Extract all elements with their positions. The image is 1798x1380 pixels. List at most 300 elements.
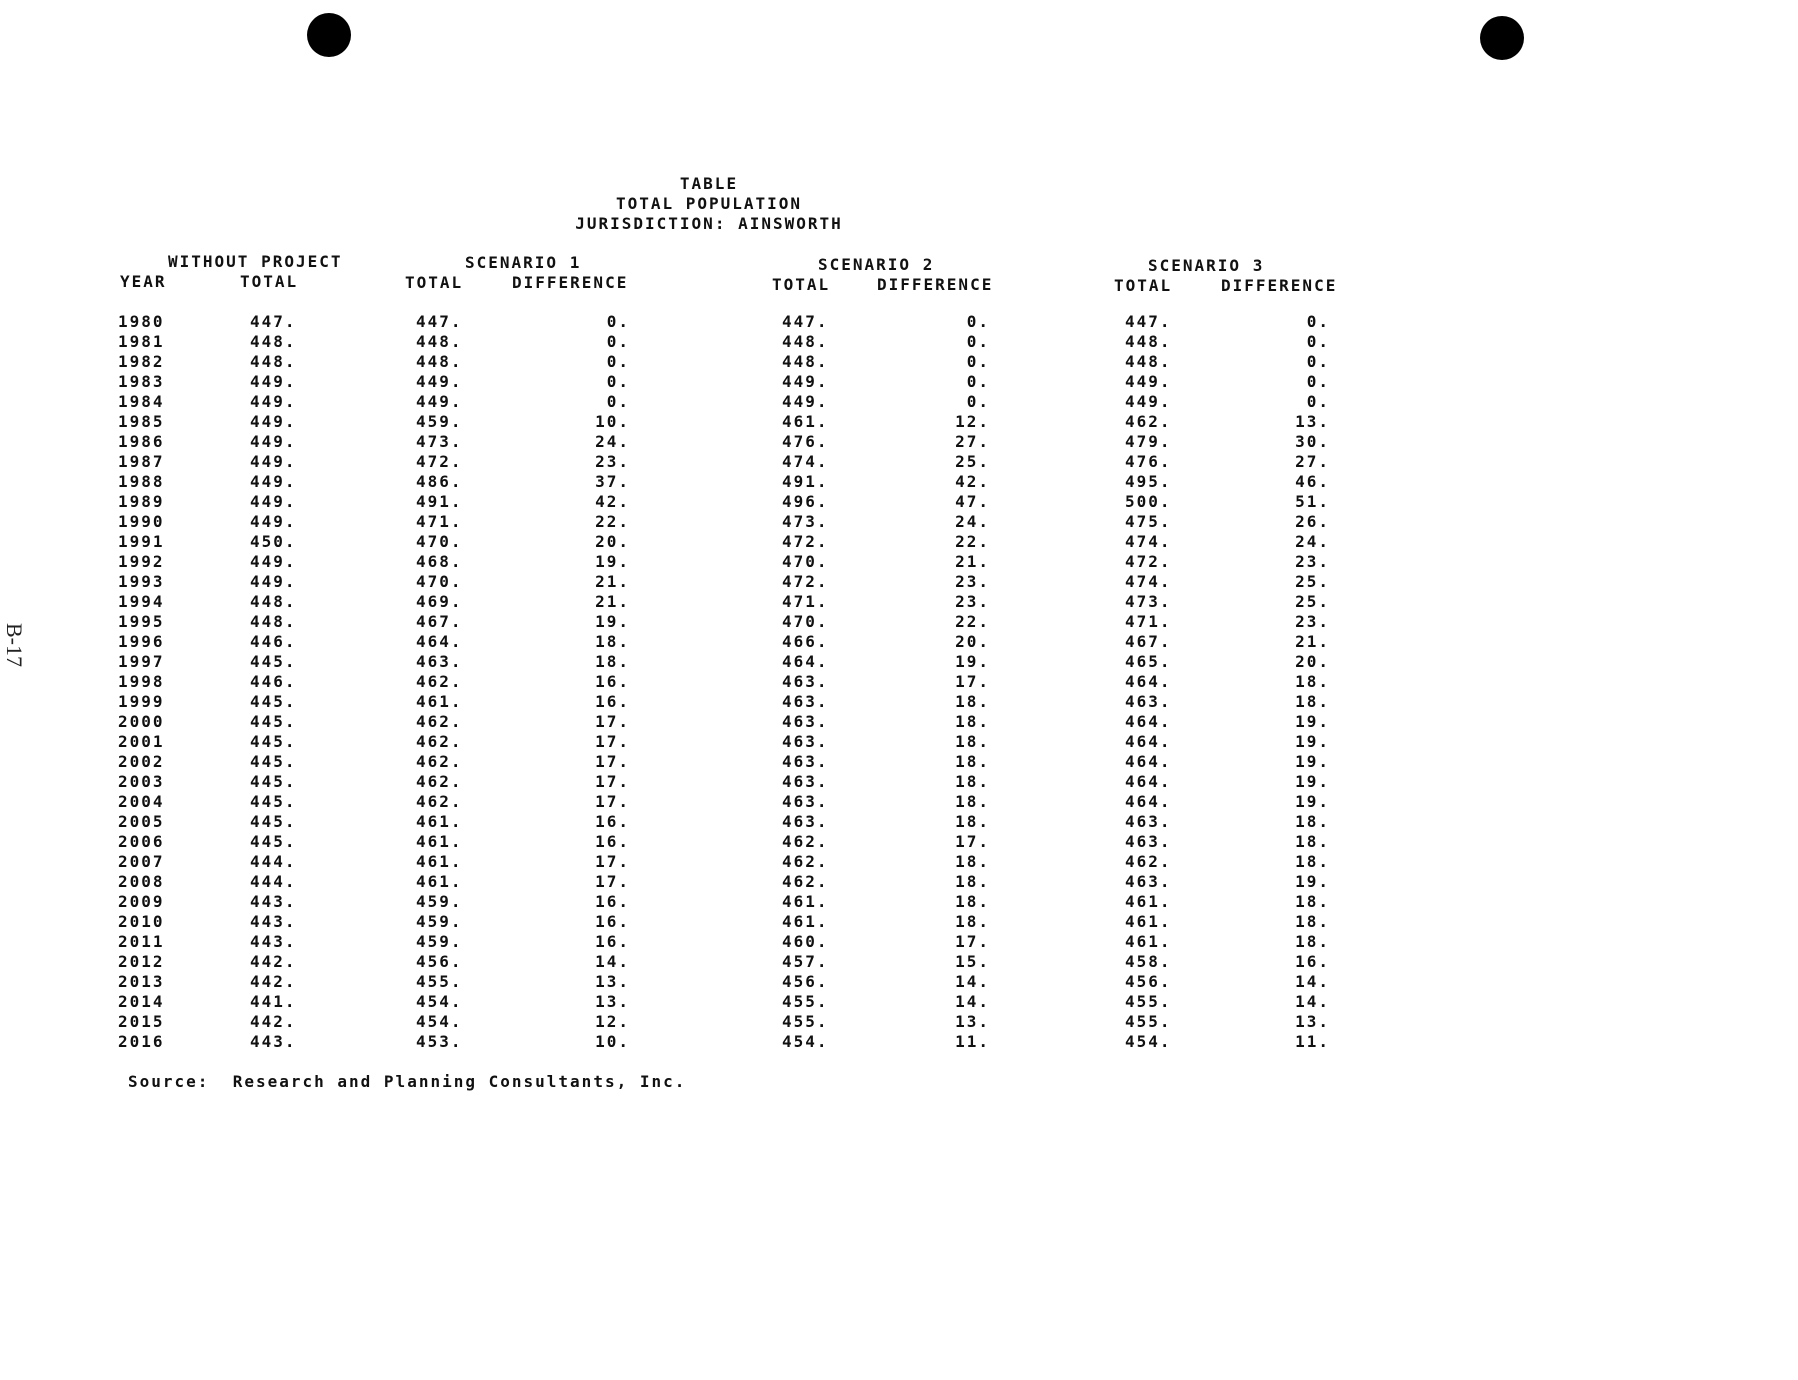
table-row (0, 312, 1400, 332)
cell-total-s1: 470. (416, 532, 463, 551)
cell-difference-s1: 21. (595, 592, 630, 611)
cell-total-s2: 455. (782, 992, 829, 1011)
cell-total-s1: 459. (416, 412, 463, 431)
cell-difference-s2: 17. (955, 932, 990, 951)
cell-year: 1985 (118, 412, 165, 431)
cell-total-without: 447. (250, 312, 297, 331)
cell-total-s3: 461. (1125, 932, 1172, 951)
cell-difference-s2: 24. (955, 512, 990, 531)
cell-difference-s3: 13. (1295, 1012, 1330, 1031)
cell-difference-s2: 0. (966, 392, 990, 411)
cell-difference-s3: 19. (1295, 752, 1330, 771)
cell-total-s2: 463. (782, 812, 829, 831)
cell-total-s2: 463. (782, 692, 829, 711)
cell-difference-s1: 18. (595, 652, 630, 671)
cell-total-s1: 462. (416, 672, 463, 691)
cell-total-s2: 462. (782, 832, 829, 851)
table-row (0, 572, 1400, 592)
cell-year: 1984 (118, 392, 165, 411)
cell-total-s3: 464. (1125, 792, 1172, 811)
cell-difference-s1: 17. (595, 732, 630, 751)
cell-difference-s3: 46. (1295, 472, 1330, 491)
cell-total-s2: 462. (782, 852, 829, 871)
cell-difference-s1: 17. (595, 872, 630, 891)
cell-difference-s2: 23. (955, 572, 990, 591)
cell-difference-s2: 18. (955, 792, 990, 811)
cell-year: 2014 (118, 992, 165, 1011)
cell-total-s2: 448. (782, 352, 829, 371)
cell-total-s1: 447. (416, 312, 463, 331)
table-row (0, 1012, 1400, 1032)
cell-total-without: 445. (250, 812, 297, 831)
table-row (0, 472, 1400, 492)
cell-total-s2: 474. (782, 452, 829, 471)
table-row (0, 432, 1400, 452)
cell-total-s1: 454. (416, 992, 463, 1011)
cell-year: 2013 (118, 972, 165, 991)
cell-total-s2: 457. (782, 952, 829, 971)
table-row (0, 832, 1400, 852)
cell-total-s2: 455. (782, 1012, 829, 1031)
cell-total-without: 449. (250, 372, 297, 391)
table-row (0, 952, 1400, 972)
cell-difference-s2: 20. (955, 632, 990, 651)
cell-year: 2011 (118, 932, 165, 951)
cell-difference-s3: 19. (1295, 712, 1330, 731)
table-row (0, 412, 1400, 432)
cell-total-without: 446. (250, 632, 297, 651)
cell-difference-s2: 12. (955, 412, 990, 431)
cell-difference-s1: 19. (595, 612, 630, 631)
cell-total-s1: 462. (416, 772, 463, 791)
cell-difference-s1: 0. (606, 392, 630, 411)
cell-total-without: 449. (250, 432, 297, 451)
cell-total-without: 443. (250, 932, 297, 951)
cell-difference-s3: 18. (1295, 692, 1330, 711)
cell-total-s3: 463. (1125, 832, 1172, 851)
cell-year: 1996 (118, 632, 165, 651)
cell-total-without: 443. (250, 1032, 297, 1051)
cell-difference-s2: 18. (955, 712, 990, 731)
cell-difference-s1: 16. (595, 692, 630, 711)
cell-total-without: 449. (250, 512, 297, 531)
cell-difference-s1: 17. (595, 772, 630, 791)
cell-difference-s3: 14. (1295, 972, 1330, 991)
table-row (0, 392, 1400, 412)
cell-total-s2: 472. (782, 572, 829, 591)
cell-total-s2: 463. (782, 752, 829, 771)
cell-total-without: 449. (250, 492, 297, 511)
cell-total-without: 442. (250, 952, 297, 971)
table-row (0, 672, 1400, 692)
cell-difference-s3: 19. (1295, 732, 1330, 751)
cell-difference-s3: 26. (1295, 512, 1330, 531)
cell-difference-s2: 13. (955, 1012, 990, 1031)
cell-difference-s3: 18. (1295, 852, 1330, 871)
cell-year: 1981 (118, 332, 165, 351)
cell-total-s3: 476. (1125, 452, 1172, 471)
cell-total-without: 442. (250, 1012, 297, 1031)
table-row (0, 812, 1400, 832)
cell-difference-s2: 14. (955, 992, 990, 1011)
table-jurisdiction: JURISDICTION: AINSWORTH (575, 214, 843, 233)
cell-difference-s3: 0. (1306, 372, 1330, 391)
cell-difference-s2: 15. (955, 952, 990, 971)
cell-total-s3: 495. (1125, 472, 1172, 491)
cell-total-s2: 470. (782, 552, 829, 571)
cell-difference-s2: 17. (955, 672, 990, 691)
cell-difference-s3: 16. (1295, 952, 1330, 971)
cell-total-s3: 448. (1125, 352, 1172, 371)
cell-difference-s3: 18. (1295, 932, 1330, 951)
cell-difference-s3: 51. (1295, 492, 1330, 511)
cell-total-without: 445. (250, 752, 297, 771)
table-row (0, 652, 1400, 672)
cell-total-s2: 463. (782, 792, 829, 811)
cell-difference-s1: 16. (595, 672, 630, 691)
cell-year: 2003 (118, 772, 165, 791)
cell-difference-s3: 19. (1295, 792, 1330, 811)
cell-total-s1: 455. (416, 972, 463, 991)
cell-total-without: 445. (250, 712, 297, 731)
table-row (0, 792, 1400, 812)
cell-difference-s1: 12. (595, 1012, 630, 1031)
cell-total-without: 444. (250, 872, 297, 891)
cell-total-s2: 466. (782, 632, 829, 651)
cell-total-s1: 456. (416, 952, 463, 971)
cell-difference-s3: 18. (1295, 812, 1330, 831)
cell-total-s2: 449. (782, 372, 829, 391)
cell-difference-s3: 0. (1306, 392, 1330, 411)
cell-total-s2: 496. (782, 492, 829, 511)
cell-year: 1982 (118, 352, 165, 371)
cell-difference-s2: 14. (955, 972, 990, 991)
cell-difference-s2: 19. (955, 652, 990, 671)
cell-difference-s3: 18. (1295, 892, 1330, 911)
cell-total-s3: 455. (1125, 992, 1172, 1011)
cell-total-s3: 455. (1125, 1012, 1172, 1031)
cell-difference-s2: 18. (955, 872, 990, 891)
cell-year: 1995 (118, 612, 165, 631)
punch-hole-right (1480, 16, 1524, 60)
cell-difference-s2: 0. (966, 312, 990, 331)
cell-total-s3: 461. (1125, 912, 1172, 931)
cell-difference-s1: 18. (595, 632, 630, 651)
cell-total-s1: 454. (416, 1012, 463, 1031)
cell-total-s1: 463. (416, 652, 463, 671)
cell-difference-s3: 30. (1295, 432, 1330, 451)
cell-total-without: 443. (250, 892, 297, 911)
table-row (0, 372, 1400, 392)
cell-difference-s1: 21. (595, 572, 630, 591)
cell-difference-s1: 17. (595, 712, 630, 731)
cell-difference-s3: 24. (1295, 532, 1330, 551)
cell-difference-s2: 18. (955, 912, 990, 931)
cell-total-s1: 491. (416, 492, 463, 511)
cell-total-s2: 462. (782, 872, 829, 891)
table-row (0, 732, 1400, 752)
cell-difference-s2: 18. (955, 772, 990, 791)
cell-difference-s3: 25. (1295, 572, 1330, 591)
cell-total-s1: 486. (416, 472, 463, 491)
cell-difference-s2: 0. (966, 332, 990, 351)
cell-total-s3: 463. (1125, 872, 1172, 891)
cell-year: 2002 (118, 752, 165, 771)
cell-year: 2005 (118, 812, 165, 831)
cell-difference-s3: 25. (1295, 592, 1330, 611)
cell-difference-s2: 42. (955, 472, 990, 491)
table-row (0, 852, 1400, 872)
cell-total-s1: 462. (416, 732, 463, 751)
cell-total-s3: 464. (1125, 752, 1172, 771)
cell-total-s1: 461. (416, 832, 463, 851)
cell-total-s1: 448. (416, 352, 463, 371)
header-scenario-2: SCENARIO 2 (818, 255, 935, 274)
cell-total-s1: 469. (416, 592, 463, 611)
cell-difference-s1: 13. (595, 992, 630, 1011)
cell-year: 1986 (118, 432, 165, 451)
cell-total-s1: 461. (416, 812, 463, 831)
table-row (0, 632, 1400, 652)
header-difference-s2: DIFFERENCE (877, 275, 994, 294)
cell-total-s2: 449. (782, 392, 829, 411)
cell-total-without: 441. (250, 992, 297, 1011)
cell-difference-s3: 11. (1295, 1032, 1330, 1051)
cell-total-without: 443. (250, 912, 297, 931)
cell-total-s3: 472. (1125, 552, 1172, 571)
cell-difference-s2: 22. (955, 612, 990, 631)
cell-total-s1: 462. (416, 792, 463, 811)
cell-difference-s1: 16. (595, 932, 630, 951)
cell-total-s3: 479. (1125, 432, 1172, 451)
cell-difference-s1: 23. (595, 452, 630, 471)
cell-total-without: 448. (250, 612, 297, 631)
cell-difference-s1: 0. (606, 352, 630, 371)
cell-total-s1: 468. (416, 552, 463, 571)
cell-difference-s3: 0. (1306, 312, 1330, 331)
cell-total-s1: 464. (416, 632, 463, 651)
cell-total-s2: 463. (782, 712, 829, 731)
cell-total-s2: 473. (782, 512, 829, 531)
cell-difference-s1: 17. (595, 752, 630, 771)
cell-year: 1994 (118, 592, 165, 611)
cell-year: 2007 (118, 852, 165, 871)
table-row (0, 552, 1400, 572)
cell-total-s3: 464. (1125, 712, 1172, 731)
cell-difference-s1: 16. (595, 892, 630, 911)
cell-difference-s1: 0. (606, 312, 630, 331)
cell-total-s2: 460. (782, 932, 829, 951)
table-row (0, 932, 1400, 952)
table-row (0, 332, 1400, 352)
cell-year: 2008 (118, 872, 165, 891)
cell-year: 2016 (118, 1032, 165, 1051)
table-title: TABLE (679, 174, 739, 193)
table-row (0, 352, 1400, 372)
header-without-project: WITHOUT PROJECT (168, 252, 343, 271)
cell-total-s3: 474. (1125, 532, 1172, 551)
table-row (0, 492, 1400, 512)
table-row (0, 892, 1400, 912)
cell-total-s2: 470. (782, 612, 829, 631)
cell-total-without: 445. (250, 652, 297, 671)
cell-total-s2: 476. (782, 432, 829, 451)
cell-total-s3: 465. (1125, 652, 1172, 671)
cell-difference-s2: 18. (955, 812, 990, 831)
cell-year: 1983 (118, 372, 165, 391)
cell-total-s1: 473. (416, 432, 463, 451)
table-row (0, 772, 1400, 792)
cell-year: 1992 (118, 552, 165, 571)
page-marker: B-17 (2, 623, 27, 667)
cell-difference-s2: 23. (955, 592, 990, 611)
cell-total-s1: 461. (416, 852, 463, 871)
header-total-without: TOTAL (240, 272, 299, 291)
header-total-s1: TOTAL (405, 273, 464, 292)
cell-total-s3: 464. (1125, 732, 1172, 751)
cell-difference-s3: 14. (1295, 992, 1330, 1011)
table-subtitle: TOTAL POPULATION (615, 194, 803, 213)
cell-difference-s3: 18. (1295, 832, 1330, 851)
cell-difference-s1: 19. (595, 552, 630, 571)
cell-difference-s1: 17. (595, 852, 630, 871)
cell-difference-s2: 22. (955, 532, 990, 551)
cell-year: 2001 (118, 732, 165, 751)
cell-year: 1989 (118, 492, 165, 511)
cell-total-s1: 448. (416, 332, 463, 351)
cell-total-s1: 461. (416, 692, 463, 711)
cell-total-s1: 453. (416, 1032, 463, 1051)
cell-total-s2: 472. (782, 532, 829, 551)
cell-total-s3: 463. (1125, 692, 1172, 711)
cell-difference-s3: 0. (1306, 332, 1330, 351)
table-row (0, 452, 1400, 472)
cell-difference-s2: 18. (955, 752, 990, 771)
cell-difference-s2: 21. (955, 552, 990, 571)
cell-total-s3: 449. (1125, 372, 1172, 391)
table-row (0, 872, 1400, 892)
cell-total-s3: 464. (1125, 672, 1172, 691)
population-table (0, 312, 1400, 1052)
header-scenario-1: SCENARIO 1 (465, 253, 582, 272)
cell-total-s2: 448. (782, 332, 829, 351)
cell-total-without: 442. (250, 972, 297, 991)
cell-total-without: 448. (250, 352, 297, 371)
cell-total-without: 449. (250, 392, 297, 411)
cell-year: 2009 (118, 892, 165, 911)
header-scenario-3: SCENARIO 3 (1148, 256, 1265, 275)
cell-total-s1: 459. (416, 892, 463, 911)
cell-difference-s3: 13. (1295, 412, 1330, 431)
cell-total-s3: 462. (1125, 852, 1172, 871)
cell-year: 1990 (118, 512, 165, 531)
cell-year: 2006 (118, 832, 165, 851)
cell-difference-s2: 18. (955, 732, 990, 751)
table-row (0, 612, 1400, 632)
cell-year: 1988 (118, 472, 165, 491)
cell-year: 2010 (118, 912, 165, 931)
header-total-s3: TOTAL (1114, 276, 1173, 295)
cell-total-s1: 462. (416, 752, 463, 771)
cell-total-without: 449. (250, 412, 297, 431)
cell-year: 2004 (118, 792, 165, 811)
cell-total-without: 444. (250, 852, 297, 871)
cell-difference-s1: 37. (595, 472, 630, 491)
cell-total-s1: 459. (416, 912, 463, 931)
cell-year: 1997 (118, 652, 165, 671)
table-row (0, 532, 1400, 552)
cell-difference-s2: 18. (955, 692, 990, 711)
table-row (0, 752, 1400, 772)
cell-difference-s1: 14. (595, 952, 630, 971)
cell-difference-s3: 23. (1295, 552, 1330, 571)
cell-total-s3: 447. (1125, 312, 1172, 331)
cell-difference-s3: 23. (1295, 612, 1330, 631)
cell-difference-s1: 20. (595, 532, 630, 551)
cell-difference-s3: 19. (1295, 872, 1330, 891)
cell-year: 1991 (118, 532, 165, 551)
cell-difference-s2: 18. (955, 852, 990, 871)
cell-difference-s1: 0. (606, 332, 630, 351)
cell-total-s3: 454. (1125, 1032, 1172, 1051)
table-row (0, 692, 1400, 712)
cell-difference-s3: 18. (1295, 672, 1330, 691)
cell-total-s1: 459. (416, 932, 463, 951)
cell-total-s1: 449. (416, 372, 463, 391)
cell-year: 1980 (118, 312, 165, 331)
table-row (0, 1032, 1400, 1052)
cell-total-without: 448. (250, 332, 297, 351)
cell-total-s3: 500. (1125, 492, 1172, 511)
cell-total-s2: 464. (782, 652, 829, 671)
cell-difference-s2: 11. (955, 1032, 990, 1051)
cell-difference-s2: 47. (955, 492, 990, 511)
cell-difference-s3: 0. (1306, 352, 1330, 371)
table-row (0, 592, 1400, 612)
cell-difference-s1: 17. (595, 792, 630, 811)
cell-difference-s1: 10. (595, 1032, 630, 1051)
cell-total-without: 445. (250, 692, 297, 711)
cell-difference-s2: 17. (955, 832, 990, 851)
table-row (0, 912, 1400, 932)
cell-difference-s1: 16. (595, 832, 630, 851)
cell-difference-s1: 42. (595, 492, 630, 511)
cell-year: 1998 (118, 672, 165, 691)
cell-difference-s1: 0. (606, 372, 630, 391)
cell-total-without: 445. (250, 732, 297, 751)
cell-total-s2: 471. (782, 592, 829, 611)
cell-total-without: 448. (250, 592, 297, 611)
cell-total-without: 445. (250, 772, 297, 791)
cell-year: 1999 (118, 692, 165, 711)
cell-year: 1987 (118, 452, 165, 471)
cell-difference-s2: 18. (955, 892, 990, 911)
cell-total-s2: 454. (782, 1032, 829, 1051)
cell-difference-s3: 20. (1295, 652, 1330, 671)
cell-total-without: 445. (250, 832, 297, 851)
cell-total-without: 445. (250, 792, 297, 811)
cell-total-without: 449. (250, 572, 297, 591)
cell-total-s3: 448. (1125, 332, 1172, 351)
cell-total-s2: 461. (782, 412, 829, 431)
cell-total-s2: 463. (782, 732, 829, 751)
cell-difference-s1: 10. (595, 412, 630, 431)
cell-total-s3: 462. (1125, 412, 1172, 431)
table-row (0, 512, 1400, 532)
cell-total-s1: 472. (416, 452, 463, 471)
cell-total-s2: 447. (782, 312, 829, 331)
cell-total-s1: 462. (416, 712, 463, 731)
